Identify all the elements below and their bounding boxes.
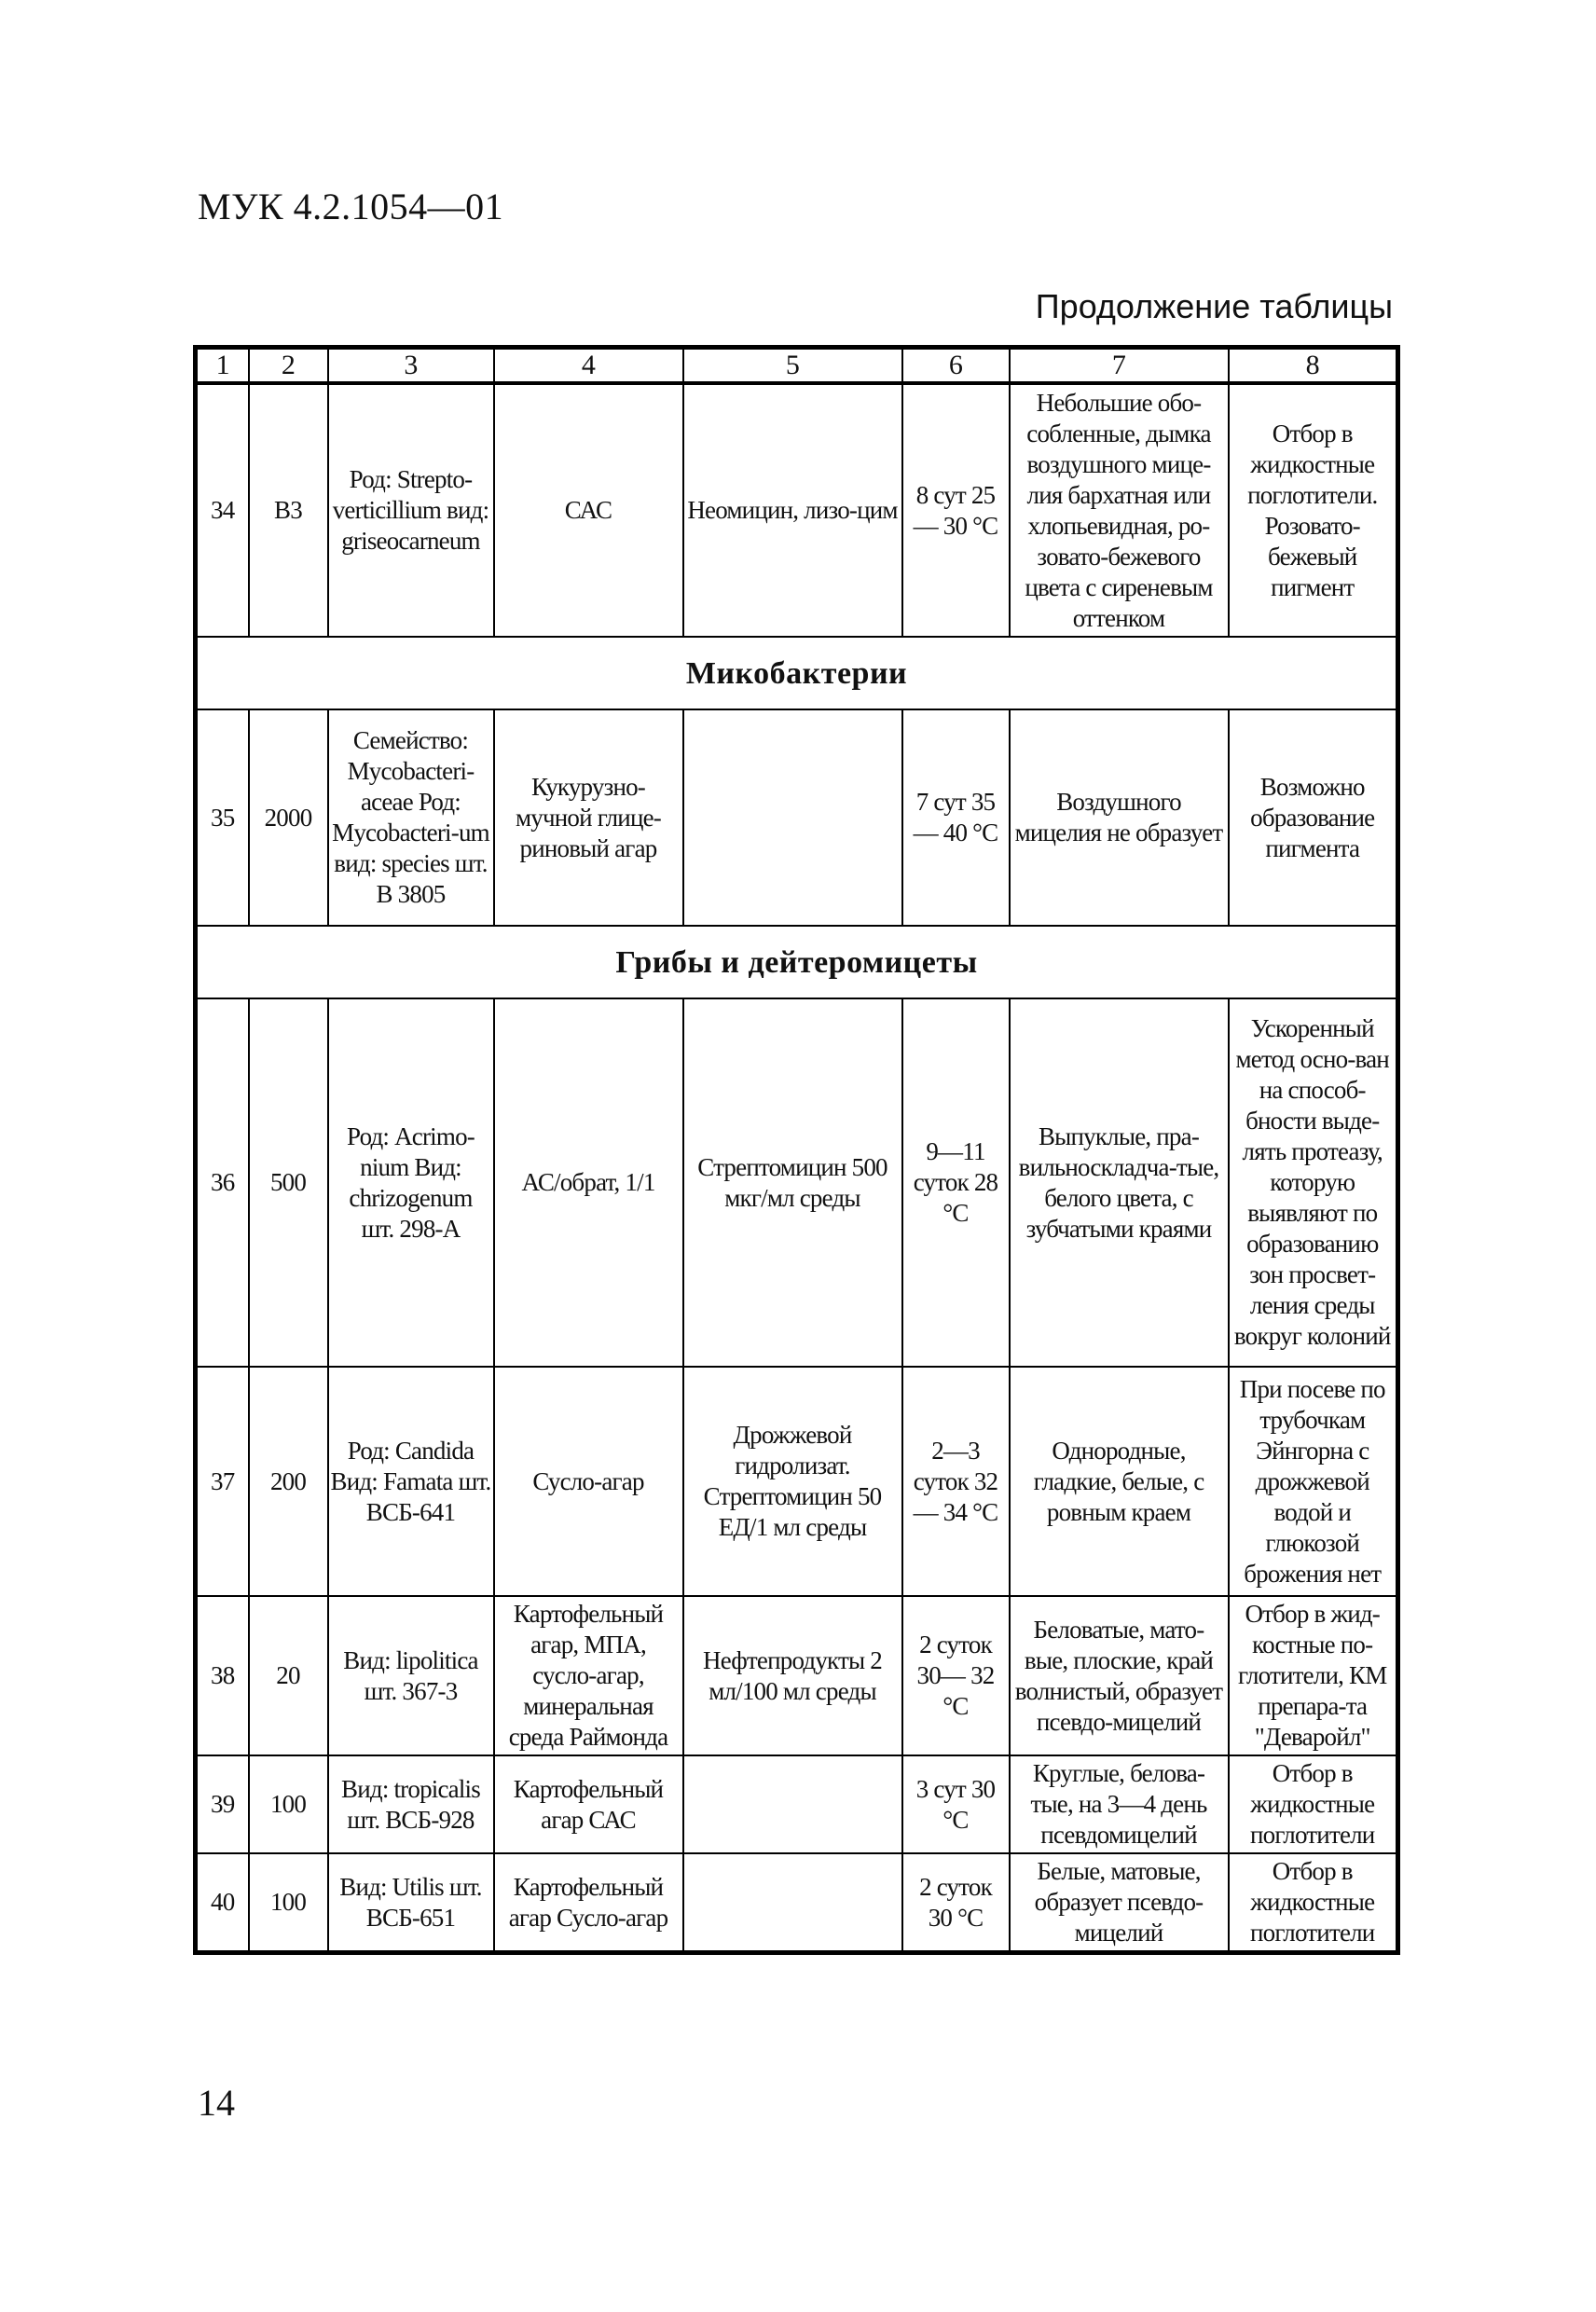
strains-table bbox=[193, 345, 1400, 1955]
strain-cell: Вид: lipolitica шт. 367-3 bbox=[328, 1596, 494, 1755]
section-header-row bbox=[196, 637, 1398, 709]
colony-description-cell: Однородные, гладкие, белые, с ровным краем bbox=[1010, 1367, 1229, 1596]
medium-cell: САС bbox=[494, 383, 683, 637]
dose-cell: 100 bbox=[249, 1853, 328, 1953]
column-header: 6 bbox=[902, 348, 1010, 384]
document-code: МУК 4.2.1054—01 bbox=[198, 186, 504, 227]
colony-description-cell: Небольшие обо-собленные, дымка воздушного мице-лия бархатная или хлопьевидная, ро-зовато-бежевого цвета с сиреневым оттенком bbox=[1010, 383, 1229, 637]
medium-cell: Кукурузно-мучной глице-риновый агар bbox=[494, 709, 683, 926]
dose-cell: 2000 bbox=[249, 709, 328, 926]
medium-cell: Сусло-агар bbox=[494, 1367, 683, 1596]
dose-cell: В3 bbox=[249, 383, 328, 637]
row-number: 36 bbox=[196, 998, 249, 1367]
row-number: 38 bbox=[196, 1596, 249, 1755]
additive-cell: Нефтепродукты 2 мл/100 мл среды bbox=[683, 1596, 902, 1755]
column-header: 1 bbox=[196, 348, 249, 384]
column-header: 8 bbox=[1229, 348, 1398, 384]
dose-cell: 200 bbox=[249, 1367, 328, 1596]
table-header-row bbox=[196, 348, 1398, 384]
table-row bbox=[196, 383, 1398, 637]
notes-cell: Отбор в жидкостные поглотители bbox=[1229, 1853, 1398, 1953]
incubation-cell: 9—11 суток 28 °С bbox=[902, 998, 1010, 1367]
dose-cell: 100 bbox=[249, 1755, 328, 1853]
table-row bbox=[196, 709, 1398, 926]
additive-cell: Стрептомицин 500 мкг/мл среды bbox=[683, 998, 902, 1367]
incubation-cell: 8 сут 25— 30 °С bbox=[902, 383, 1010, 637]
medium-cell: Картофельный агар САС bbox=[494, 1755, 683, 1853]
additive-cell bbox=[683, 709, 902, 926]
notes-cell: Возможно образование пигмента bbox=[1229, 709, 1398, 926]
incubation-cell: 2—3 суток 32— 34 °С bbox=[902, 1367, 1010, 1596]
page-number: 14 bbox=[198, 2082, 235, 2124]
additive-cell: Дрожжевой гидролизат. Стрептомицин 50 ЕД/1 мл среды bbox=[683, 1367, 902, 1596]
column-header: 5 bbox=[683, 348, 902, 384]
notes-cell: Отбор в жидкостные поглотители bbox=[1229, 1755, 1398, 1853]
additive-cell: Неомицин, лизо-цим bbox=[683, 383, 902, 637]
notes-cell: Отбор в жидкостные поглотители. Розовато-бежевый пигмент bbox=[1229, 383, 1398, 637]
strain-cell: Род: Candida Вид: Famata шт. ВСБ-641 bbox=[328, 1367, 494, 1596]
colony-description-cell: Беловатые, мато-вые, плоские, край волнистый, образует псевдо-мицелий bbox=[1010, 1596, 1229, 1755]
section-title: Грибы и дейтеромицеты bbox=[196, 926, 1398, 998]
column-header: 2 bbox=[249, 348, 328, 384]
additive-cell bbox=[683, 1755, 902, 1853]
medium-cell: Картофельный агар, МПА, сусло-агар, минеральная среда Раймонда bbox=[494, 1596, 683, 1755]
strain-cell: Семейство: Mycobacteri-aceae Род: Mycobacteri-um вид: species шт. В 3805 bbox=[328, 709, 494, 926]
notes-cell: Отбор в жид-костные по-глотители, КМ препара-та "Деваройл" bbox=[1229, 1596, 1398, 1755]
colony-description-cell: Воздушного мицелия не образует bbox=[1010, 709, 1229, 926]
table-continuation-label: Продолжение таблицы bbox=[1035, 287, 1393, 325]
colony-description-cell: Белые, матовые, образует псевдо-мицелий bbox=[1010, 1853, 1229, 1953]
row-number: 39 bbox=[196, 1755, 249, 1853]
row-number: 40 bbox=[196, 1853, 249, 1953]
incubation-cell: 3 сут 30 °С bbox=[902, 1755, 1010, 1853]
strain-cell: Вид: Utilis шт. ВСБ-651 bbox=[328, 1853, 494, 1953]
strain-cell: Вид: tropicalis шт. ВСБ-928 bbox=[328, 1755, 494, 1853]
table-row bbox=[196, 1853, 1398, 1953]
column-header: 4 bbox=[494, 348, 683, 384]
notes-cell: Ускоренный метод осно-ван на способ-бности выде-лять протеазу, которую выявляют по образованию зон просвет-ления среды вокруг колоний bbox=[1229, 998, 1398, 1367]
notes-cell: При посеве по трубочкам Эйнгорна с дрожжевой водой и глюкозой брожения нет bbox=[1229, 1367, 1398, 1596]
table-row bbox=[196, 998, 1398, 1367]
medium-cell: АС/обрат, 1/1 bbox=[494, 998, 683, 1367]
section-header-row bbox=[196, 926, 1398, 998]
row-number: 34 bbox=[196, 383, 249, 637]
table-row bbox=[196, 1596, 1398, 1755]
table-row bbox=[196, 1367, 1398, 1596]
incubation-cell: 7 сут 35— 40 °С bbox=[902, 709, 1010, 926]
column-header: 3 bbox=[328, 348, 494, 384]
medium-cell: Картофельный агар Сусло-агар bbox=[494, 1853, 683, 1953]
colony-description-cell: Выпуклые, пра-вильноскладча-тые, белого цвета, с зубчатыми краями bbox=[1010, 998, 1229, 1367]
incubation-cell: 2 суток 30— 32 °С bbox=[902, 1596, 1010, 1755]
row-number: 35 bbox=[196, 709, 249, 926]
colony-description-cell: Круглые, белова-тые, на 3—4 день псевдомицелий bbox=[1010, 1755, 1229, 1853]
table-row bbox=[196, 1755, 1398, 1853]
dose-cell: 500 bbox=[249, 998, 328, 1367]
column-header: 7 bbox=[1010, 348, 1229, 384]
strain-cell: Род: Acrimo-nium Вид: chrizogenum шт. 298-А bbox=[328, 998, 494, 1367]
dose-cell: 20 bbox=[249, 1596, 328, 1755]
additive-cell bbox=[683, 1853, 902, 1953]
strain-cell: Род: Strepto-verticillium вид: griseocarneum bbox=[328, 383, 494, 637]
section-title: Микобактерии bbox=[196, 637, 1398, 709]
incubation-cell: 2 суток 30 °С bbox=[902, 1853, 1010, 1953]
row-number: 37 bbox=[196, 1367, 249, 1596]
